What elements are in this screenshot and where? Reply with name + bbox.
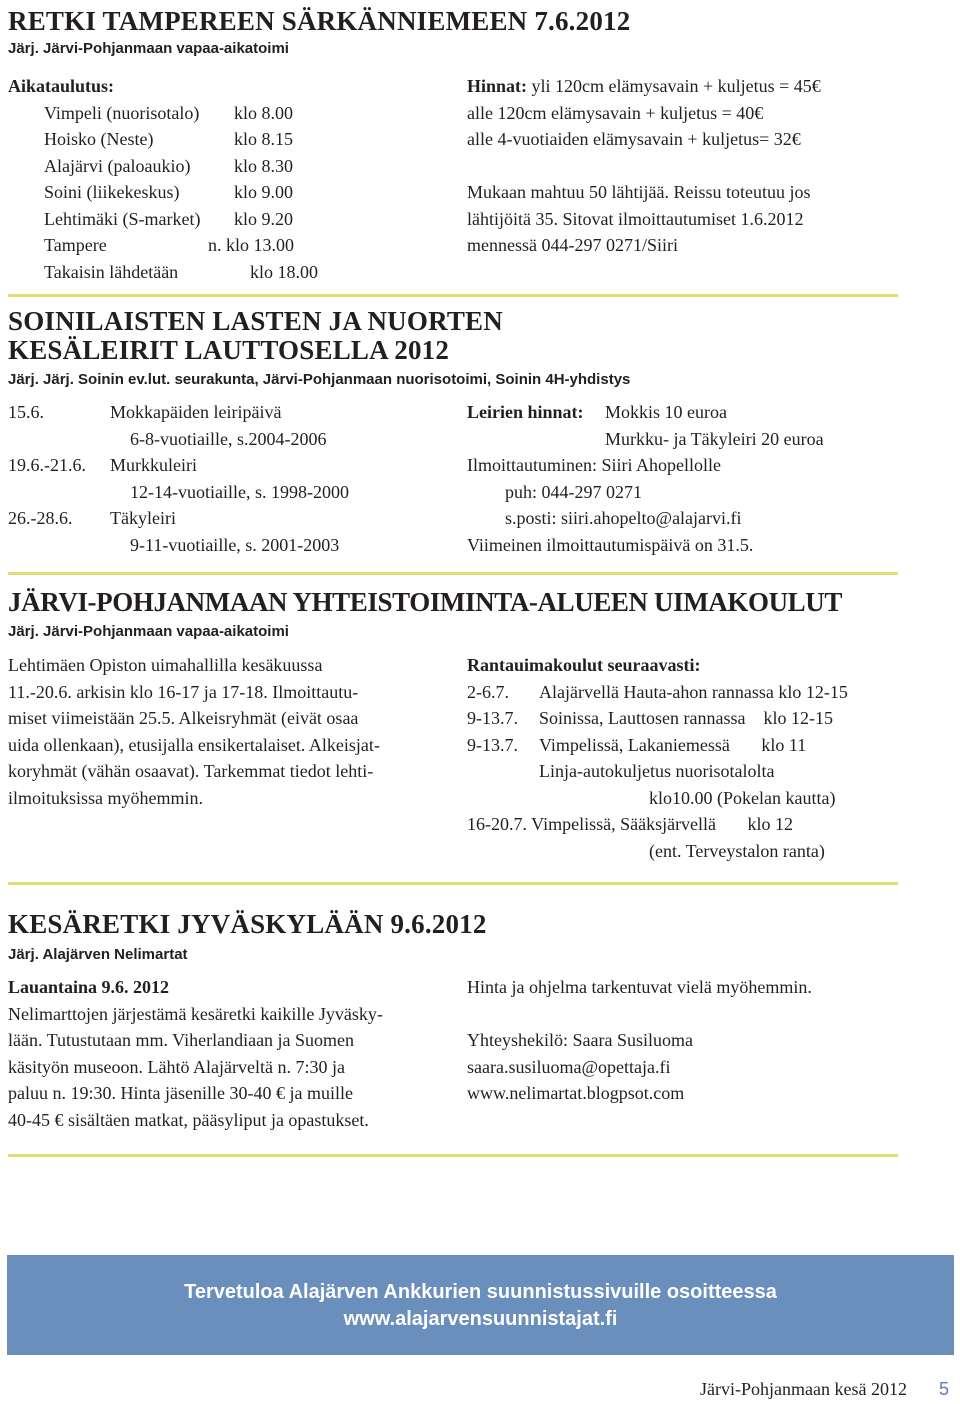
- schedule-time: klo 8.30: [234, 155, 294, 176]
- camp-phone: puh: 044-297 0271: [505, 481, 642, 502]
- retki-schedule: [8, 73, 428, 285]
- camp-age-row: [8, 479, 448, 506]
- beach-date: 9-13.7.: [467, 708, 518, 728]
- schedule-row: [8, 259, 428, 286]
- beach-date: 9-13.7.: [467, 734, 518, 755]
- uimakoulut-title: JÄRVI-POHJANMAAN YHTEISTOIMINTA-ALUEEN UIMAKOULUT: [8, 587, 842, 617]
- jyvaskyla-contact: Yhteyshekilö: Saara Susiluoma: [467, 1030, 693, 1050]
- beach-text: Soinissa, Lauttosen rannassa klo 12-15: [539, 708, 833, 728]
- beach-last-line2: (ent. Terveystalon ranta): [649, 840, 825, 861]
- camp-age: 9-11-vuotiaille, s. 2001-2003: [130, 534, 340, 555]
- uimakoulut-right: [467, 652, 937, 864]
- schedule-time: n. klo 13.00: [208, 235, 295, 255]
- retki-organizer: Järj. Järvi-Pohjanmaan vapaa-aikatoimi: [8, 40, 289, 57]
- jyvaskyla-title: KESÄRETKI JYVÄSKYLÄÄN 9.6.2012: [8, 909, 487, 939]
- camp-name: Täkyleiri: [110, 508, 176, 528]
- schedule-row: [8, 100, 428, 127]
- schedule-place: Soini (liikekeskus): [44, 182, 180, 202]
- price-line: alle 120cm elämysavain + kuljetus = 40€: [467, 102, 764, 123]
- camp-email: s.posti: siiri.ahopelto@alajarvi.fi: [505, 508, 742, 528]
- camp-name: Murkkuleiri: [110, 455, 197, 475]
- jyvaskyla-text-line: 40-45 € sisältäen matkat, pääsyliput ja opastukset.: [8, 1109, 369, 1130]
- prices-label: Hinnat:: [467, 76, 528, 96]
- schedule-row: [8, 153, 428, 180]
- bus-line: Linja-autokuljetus nuorisotalolta: [539, 761, 775, 781]
- camp-price: Mokkis 10 euroa: [605, 402, 727, 422]
- schedule-time: klo 18.00: [250, 261, 319, 282]
- camp-row: [8, 505, 448, 532]
- camp-age-row: [8, 426, 448, 453]
- price-line: yli 120cm elämysavain + kuljetus = 45€: [531, 76, 821, 96]
- jyvaskyla-email[interactable]: saara.susiluoma@opettaja.fi: [467, 1056, 671, 1077]
- schedule-row: [8, 179, 428, 206]
- camp-price: Murkku- ja Täkyleiri 20 euroa: [605, 428, 824, 449]
- uimakoulut-text-line: 11.-20.6. arkisin klo 16-17 ja 17-18. Ilmoittautu-: [8, 681, 359, 702]
- footer-page-number: 5: [939, 1379, 950, 1399]
- uimakoulut-text-line: uida ollenkaan), etusijalla ensikertalaiset. Alkeisjat-: [8, 734, 380, 755]
- camp-age-row: [8, 532, 448, 559]
- camp-row: [8, 452, 448, 479]
- price-line: alle 4-vuotiaiden elämysavain + kuljetus= 32€: [467, 129, 801, 149]
- leirit-organizer: Järj. Järj. Soinin ev.lut. seurakunta, Järvi-Pohjanmaan nuorisotoimi, Soinin 4H-yhdistys: [8, 371, 631, 388]
- beach-last-line: 16-20.7. Vimpelissä, Sääksjärvellä klo 12: [467, 814, 794, 834]
- camp-prices-label: Leirien hinnat:: [467, 402, 584, 422]
- schedule-place: Hoisko (Neste): [44, 129, 154, 149]
- banner-url[interactable]: www.alajarvensuunnistajat.fi: [343, 1308, 618, 1330]
- schedule-time: klo 9.00: [234, 182, 294, 202]
- schedule-time: klo 9.20: [234, 208, 294, 229]
- schedule-row: [8, 206, 428, 233]
- leirit-title-line1: SOINILAISTEN LASTEN JA NUORTEN: [8, 306, 503, 336]
- jyvaskyla-left: [8, 974, 438, 1133]
- info-line: mennessä 044-297 0271/Siiri: [467, 235, 678, 255]
- jyvaskyla-organizer: Järj. Alajärven Nelimartat: [8, 946, 188, 963]
- leirit-title-line2: KESÄLEIRIT LAUTTOSELLA 2012: [8, 335, 450, 365]
- section-divider: [8, 882, 898, 885]
- banner-line1: Tervetuloa Alajärven Ankkurien suunnistussivuille osoitteessa: [184, 1281, 777, 1303]
- jyvaskyla-note: Hinta ja ohjelma tarkentuvat vielä myöhemmin.: [467, 977, 812, 997]
- jyvaskyla-right: [467, 974, 927, 1107]
- schedule-row: [8, 232, 428, 259]
- info-line: lähtijöitä 35. Sitovat ilmoittautumiset 1.6.2012: [467, 208, 804, 229]
- jyvaskyla-date: Lauantaina 9.6. 2012: [8, 977, 170, 997]
- schedule-place: Lehtimäki (S-market): [44, 208, 201, 229]
- section-divider: [8, 294, 898, 297]
- beach-text: Alajärvellä Hauta-ahon rannassa klo 12-15: [539, 681, 848, 702]
- beach-row: [467, 732, 937, 759]
- schedule-time: klo 8.15: [234, 129, 294, 149]
- uimakoulut-text-line: ilmoituksissa myöhemmin.: [8, 787, 204, 808]
- leirit-title: [8, 307, 503, 365]
- camp-date: 19.6.-21.6.: [8, 455, 86, 475]
- jyvaskyla-website[interactable]: www.nelimartat.blogpsot.com: [467, 1083, 685, 1103]
- camp-date: 15.6.: [8, 402, 44, 422]
- camp-age: 6-8-vuotiaille, s.2004-2006: [130, 428, 327, 449]
- uimakoulut-text-line: miset viimeistään 25.5. Alkeisryhmät (eivät osaa: [8, 708, 359, 728]
- camp-info: [467, 399, 927, 558]
- info-line: Mukaan mahtuu 50 lähtijää. Reissu toteutuu jos: [467, 182, 811, 202]
- schedule-place: Takaisin lähdetään: [44, 261, 179, 282]
- camp-age: 12-14-vuotiaille, s. 1998-2000: [130, 481, 349, 502]
- uimakoulut-left: [8, 652, 440, 811]
- schedule-place: Tampere: [44, 235, 107, 255]
- jyvaskyla-text-line: Nelimarttojen järjestämä kesäretki kaikille Jyväsky-: [8, 1003, 383, 1024]
- bus-line: klo10.00 (Pokelan kautta): [649, 787, 836, 808]
- beach-date: 2-6.7.: [467, 681, 509, 702]
- uimakoulut-organizer: Järj. Järvi-Pohjanmaan vapaa-aikatoimi: [8, 623, 289, 640]
- section-divider: [8, 572, 898, 575]
- schedule-place: Alajärvi (paloaukio): [44, 155, 191, 176]
- schedule-row: [8, 126, 428, 153]
- schedule-heading: Aikataulutus:: [8, 76, 115, 96]
- jyvaskyla-text-line: lään. Tutustutaan mm. Viherlandiaan ja Suomen: [8, 1030, 355, 1050]
- camp-list: [8, 399, 448, 558]
- schedule-time: klo 8.00: [234, 102, 294, 123]
- camp-row: [8, 399, 448, 426]
- beach-row: [467, 705, 937, 732]
- camp-date: 26.-28.6.: [8, 508, 73, 528]
- footer-publication: Järvi-Pohjanmaan kesä 2012: [700, 1379, 907, 1399]
- beach-text: Vimpelissä, Lakaniemessä klo 11: [539, 734, 807, 755]
- beach-row: [467, 679, 937, 706]
- camp-registration: Ilmoittautuminen: Siiri Ahopellolle: [467, 455, 721, 475]
- uimakoulut-text-line: Lehtimäen Opiston uimahallilla kesäkuussa: [8, 655, 323, 675]
- orienteering-banner: [7, 1255, 954, 1355]
- camp-deadline: Viimeinen ilmoittautumispäivä on 31.5.: [467, 534, 754, 555]
- beach-heading: Rantauimakoulut seuraavasti:: [467, 655, 701, 675]
- schedule-place: Vimpeli (nuorisotalo): [44, 102, 200, 123]
- jyvaskyla-text-line: käsityön museoon. Lähtö Alajärveltä n. 7:30 ja: [8, 1056, 345, 1077]
- retki-title: RETKI TAMPEREEN SÄRKÄNNIEMEEN 7.6.2012: [8, 6, 631, 36]
- section-divider: [8, 1154, 898, 1157]
- retki-prices: [467, 73, 917, 259]
- uimakoulut-text-line: koryhmät (vähän osaavat). Tarkemmat tiedot lehti-: [8, 761, 374, 781]
- jyvaskyla-text-line: paluu n. 19:30. Hinta jäsenille 30-40 € ja muille: [8, 1083, 353, 1103]
- camp-name: Mokkapäiden leiripäivä: [110, 402, 282, 422]
